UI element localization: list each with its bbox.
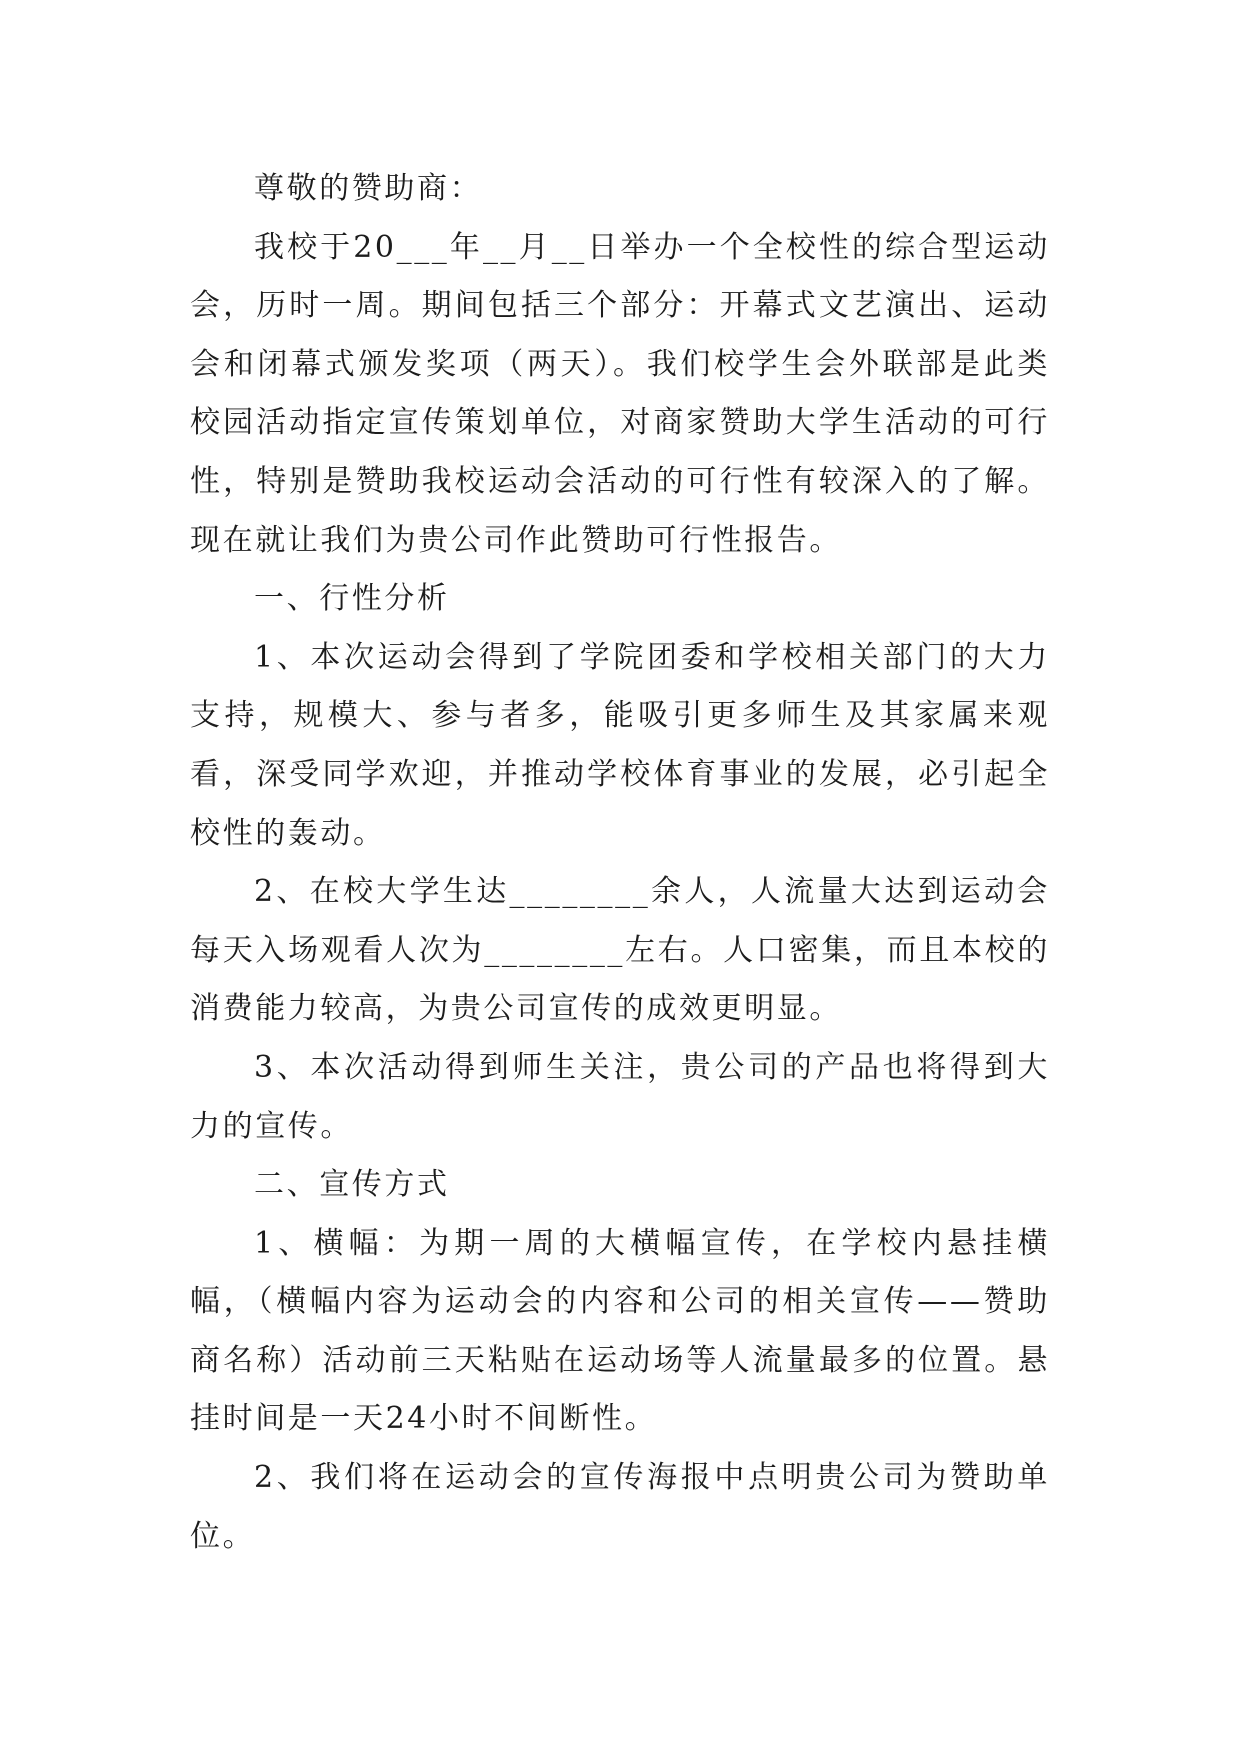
feasibility-item-3: 3、本次活动得到师生关注，贵公司的产品也将得到大力的宣传。 [190,1049,1050,1144]
feasibility-item-2: 2、在校大学生达________余人，人流量大达到运动会每天入场观看人次为________左右。人口密集，而且本校的消费能力较高，为贵公司宣传的成效更明显。 [190,874,1050,1027]
feasibility-item-1: 1、本次运动会得到了学院团委和学校相关部门的大力支持，规模大、参与者多，能吸引更多师生及其家属来观看，深受同学欢迎，并推动学校体育事业的发展，必引起全校性的轰动。 [190,639,1050,851]
promotion-item-2: 2、我们将在运动会的宣传海报中点明贵公司为赞助单位。 [190,1460,1050,1554]
section-heading-feasibility: 一、行性分析 [254,581,450,617]
document-body [190,160,1050,1566]
promotion-item-1: 1、横幅：为期一周的大横幅宣传，在学校内悬挂横幅，（横幅内容为运动会的内容和公司的相关宣传——赞助商名称）活动前三天粘贴在运动场等人流量最多的位置。悬挂时间是一天24小时不间断性。 [190,1225,1050,1437]
salutation: 尊敬的赞助商： [254,171,483,206]
section-heading-promotion: 二、宣传方式 [254,1167,450,1203]
intro-paragraph: 我校于20___年__月__日举办一个全校性的综合型运动会，历时一周。期间包括三个部分：开幕式文艺演出、运动会和闭幕式颁发奖项（两天）。我们校学生会外联部是此类校园活动指定宣传策划单位，对商家赞助大学生活动的可行性，特别是赞助我校运动会活动的可行性有较深入的了解。现在就让我们为贵公司作此赞助可行性报告。 [190,229,1050,558]
